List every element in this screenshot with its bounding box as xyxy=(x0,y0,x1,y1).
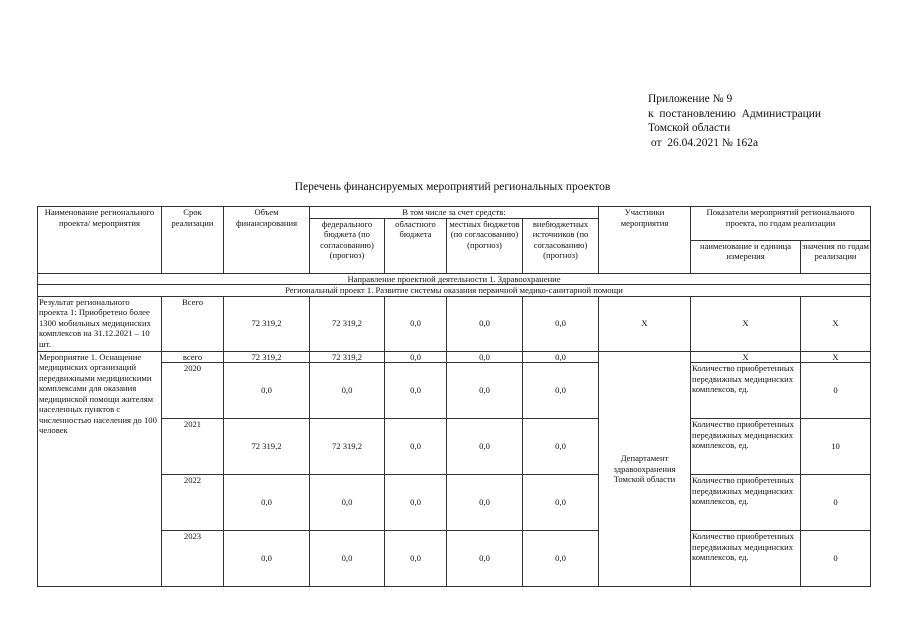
year-term: 2020 xyxy=(162,363,224,419)
year-indicator-name: Количество приобретенных передвижных медицинских комплексов, ед. xyxy=(691,531,801,587)
year-local: 0,0 xyxy=(447,363,523,419)
direction-row xyxy=(38,273,871,285)
measure-total-extra: 0,0 xyxy=(523,351,599,363)
result-extra: 0,0 xyxy=(523,296,599,351)
measure-total-row xyxy=(38,351,871,363)
result-volume: 72 319,2 xyxy=(224,296,310,351)
direction-label: Направление проектной деятельности 1. Здравоохранение xyxy=(38,273,871,285)
appendix-line-1: Приложение № 9 xyxy=(648,93,733,105)
year-term: 2022 xyxy=(162,475,224,531)
result-participants: Х xyxy=(599,296,691,351)
header-row-1 xyxy=(38,207,871,219)
measure-total-local: 0,0 xyxy=(447,351,523,363)
header-local: местных бюджетов (по согласованию) (прогноз) xyxy=(447,218,523,273)
header-participants: Участники мероприятия xyxy=(599,207,691,274)
result-term: Всего xyxy=(162,296,224,351)
measure-name: Мероприятие 1. Оснащение медицинских организаций передвижными медицинскими комплексами для оказания медицинской помощи жителям населенных пунктов с численностью населения до 100 человек xyxy=(38,351,162,587)
year-volume: 0,0 xyxy=(224,475,310,531)
year-federal: 72 319,2 xyxy=(310,419,385,475)
appendix-line-2: к постановлению Администрации xyxy=(648,107,822,120)
appendix-line-4: от 26.04.2021 № 162а xyxy=(648,136,759,149)
year-row xyxy=(38,363,871,419)
result-regional: 0,0 xyxy=(385,296,447,351)
year-extra: 0,0 xyxy=(523,475,599,531)
header-federal: федерального бюджета (по согласованию) (прогноз) xyxy=(310,218,385,273)
year-indicator-value: 10 xyxy=(801,419,871,475)
measure-total-volume: 72 319,2 xyxy=(224,351,310,363)
year-indicator-value: 0 xyxy=(801,531,871,587)
year-local: 0,0 xyxy=(447,531,523,587)
year-regional: 0,0 xyxy=(385,531,447,587)
year-federal: 0,0 xyxy=(310,531,385,587)
year-term: 2021 xyxy=(162,419,224,475)
year-extra: 0,0 xyxy=(523,419,599,475)
year-local: 0,0 xyxy=(447,475,523,531)
year-regional: 0,0 xyxy=(385,419,447,475)
year-volume: 72 319,2 xyxy=(224,419,310,475)
year-federal: 0,0 xyxy=(310,475,385,531)
appendix-line-3: Томской области xyxy=(648,122,731,134)
year-indicator-name: Количество приобретенных передвижных медицинских комплексов, ед. xyxy=(691,419,801,475)
document-title: Перечень финансируемых мероприятий региональных проектов xyxy=(294,181,611,193)
result-indicator-name: Х xyxy=(691,296,801,351)
year-indicator-name: Количество приобретенных передвижных медицинских комплексов, ед. xyxy=(691,475,801,531)
measure-total-indicator-name: Х xyxy=(691,351,801,363)
header-volume: Объем финансирования xyxy=(224,207,310,274)
header-name: Наименование регионального проекта/ мероприятия xyxy=(38,207,162,274)
year-extra: 0,0 xyxy=(523,531,599,587)
header-term: Срок реализации xyxy=(162,207,224,274)
result-row xyxy=(38,296,871,351)
measure-participants: Департамент здравоохранения Томской области xyxy=(599,351,691,587)
header-indicators: Показатели мероприятий регионального проекта, по годам реализации xyxy=(691,207,871,241)
header-extra: внебюджетных источников (по согласованию) (прогноз) xyxy=(523,218,599,273)
year-regional: 0,0 xyxy=(385,475,447,531)
header-including: В том числе за счет средств: xyxy=(310,207,599,219)
year-local: 0,0 xyxy=(447,419,523,475)
header-regional: областного бюджета xyxy=(385,218,447,273)
result-indicator-value: Х xyxy=(801,296,871,351)
year-volume: 0,0 xyxy=(224,363,310,419)
measure-total-indicator-value: Х xyxy=(801,351,871,363)
year-extra: 0,0 xyxy=(523,363,599,419)
result-name: Результат регионального проекта 1: Приобретено более 1300 мобильных медицинских комплексов на 31.12.2021 – 10 шт. xyxy=(38,296,162,351)
result-local: 0,0 xyxy=(447,296,523,351)
year-regional: 0,0 xyxy=(385,363,447,419)
measure-total-regional: 0,0 xyxy=(385,351,447,363)
year-row xyxy=(38,475,871,531)
year-indicator-name: Количество приобретенных передвижных медицинских комплексов, ед. xyxy=(691,363,801,419)
year-row xyxy=(38,531,871,587)
year-volume: 0,0 xyxy=(224,531,310,587)
measure-total-term: всего xyxy=(162,351,224,363)
year-indicator-value: 0 xyxy=(801,475,871,531)
header-indicator-value: значения по годам реализации xyxy=(801,240,871,273)
result-federal: 72 319,2 xyxy=(310,296,385,351)
year-indicator-value: 0 xyxy=(801,363,871,419)
year-row xyxy=(38,419,871,475)
header-indicator-name: наименование и единица измерения xyxy=(691,240,801,273)
financing-table xyxy=(37,206,871,587)
project-row xyxy=(38,285,871,297)
appendix-block xyxy=(648,92,821,150)
measure-total-federal: 72 319,2 xyxy=(310,351,385,363)
year-federal: 0,0 xyxy=(310,363,385,419)
year-term: 2023 xyxy=(162,531,224,587)
project-label: Региональный проект 1. Развитие системы оказания первичной медико-санитарной помощи xyxy=(38,285,871,297)
